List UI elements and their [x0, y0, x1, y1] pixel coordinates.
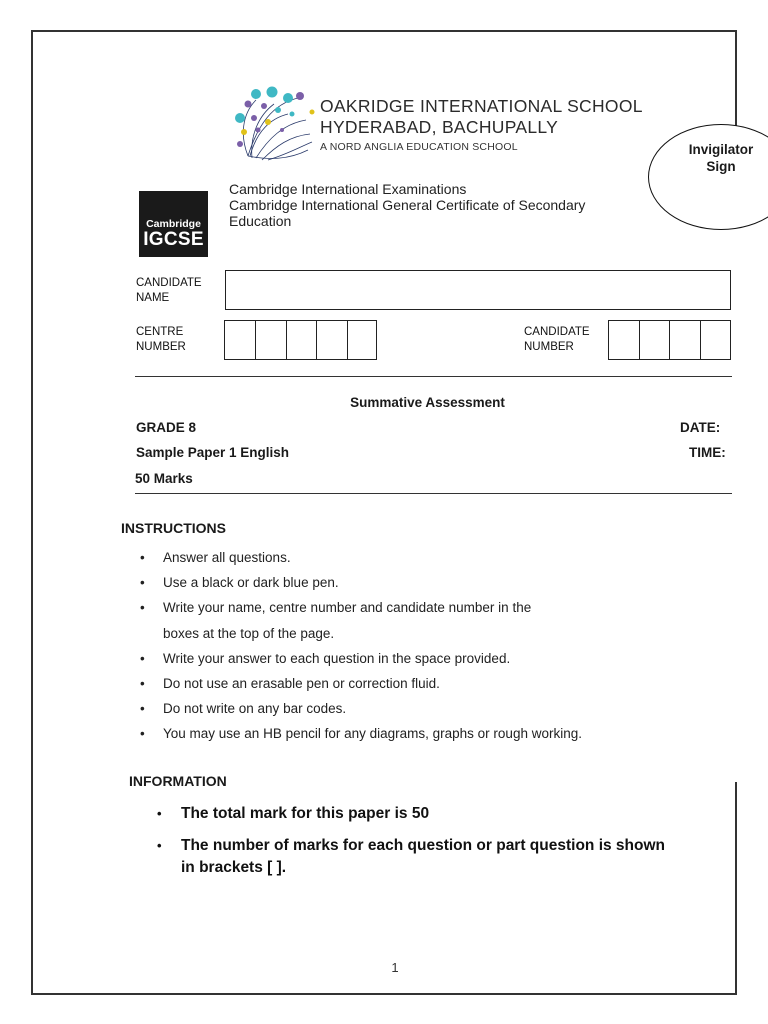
list-item	[137, 671, 582, 696]
exam-board-line2: Cambridge International General Certificate of Secondary	[229, 197, 586, 213]
invigilator-label-line1: Invigilator	[688, 142, 754, 157]
instruction-text: Write your answer to each question in the space provided.	[163, 650, 511, 666]
globe-dots-icon	[228, 84, 320, 166]
instruction-text: Do not use an erasable pen or correction fluid.	[163, 676, 440, 692]
invigilator-label-line2: Sign	[706, 159, 736, 174]
page-border-bottom	[31, 993, 737, 995]
bullet: •	[157, 838, 162, 853]
centre-number-digit[interactable]	[256, 321, 287, 359]
instructions-heading: INSTRUCTIONS	[121, 520, 226, 536]
exam-board-line3: Education	[229, 213, 292, 229]
candidate-number-label-line2: NUMBER	[524, 341, 574, 353]
bullet: •	[140, 575, 145, 591]
list-item	[137, 721, 582, 746]
page-border-left	[31, 30, 33, 995]
bullet: •	[140, 676, 145, 692]
list-item	[155, 835, 681, 879]
centre-number-digit[interactable]	[317, 321, 348, 359]
centre-number-label	[136, 325, 186, 355]
information-list	[155, 803, 681, 889]
page-border-right-lower	[735, 782, 737, 995]
school-name-block	[320, 96, 643, 153]
list-item	[137, 696, 582, 721]
list-item	[137, 545, 582, 570]
candidate-name-label	[136, 276, 202, 306]
school-tagline: A NORD ANGLIA EDUCATION SCHOOL	[320, 141, 518, 153]
candidate-number-label	[524, 325, 590, 355]
page-number: 1	[391, 960, 399, 975]
section-divider-bottom	[135, 493, 732, 494]
cambridge-igcse-logo	[139, 191, 208, 257]
instruction-text: boxes at the top of the page.	[163, 625, 335, 641]
instruction-text: Write your name, centre number and candidate number in the	[163, 600, 532, 616]
grade-label: GRADE 8	[136, 420, 197, 435]
bullet: •	[140, 701, 145, 717]
centre-number-label-line1: CENTRE	[136, 326, 184, 338]
time-label: TIME:	[689, 445, 726, 460]
centre-number-digit[interactable]	[225, 321, 256, 359]
candidate-number-boxes	[608, 320, 731, 360]
bullet: •	[157, 806, 162, 821]
information-text: The number of marks for each question or part question is shown in brackets [ ].	[181, 837, 666, 876]
instruction-text: Use a black or dark blue pen.	[163, 575, 339, 591]
school-name-line1: OAKRIDGE INTERNATIONAL SCHOOL	[320, 96, 643, 116]
cambridge-logo-line2: IGCSE	[143, 229, 204, 250]
list-item-continuation	[137, 621, 582, 646]
cambridge-logo-line1: Cambridge	[146, 218, 201, 230]
date-label: DATE:	[680, 420, 721, 435]
centre-number-boxes	[224, 320, 377, 360]
instruction-text: Answer all questions.	[163, 550, 291, 565]
assessment-title: Summative Assessment	[350, 395, 505, 410]
candidate-number-digit[interactable]	[701, 321, 730, 359]
candidate-number-digit[interactable]	[670, 321, 701, 359]
school-name-line2: HYDERABAD, BACHUPALLY	[320, 117, 559, 137]
instruction-text: Do not write on any bar codes.	[163, 701, 347, 717]
centre-number-digit[interactable]	[348, 321, 376, 359]
paper-label: Sample Paper 1 English	[136, 445, 290, 460]
page-border-top	[31, 30, 737, 32]
information-text: The total mark for this paper is 50	[181, 805, 430, 822]
centre-number-digit[interactable]	[287, 321, 317, 359]
bullet: •	[140, 550, 145, 565]
candidate-number-digit[interactable]	[609, 321, 640, 359]
bullet: •	[140, 650, 145, 666]
instruction-text: You may use an HB pencil for any diagrams, graphs or rough working.	[163, 726, 582, 742]
bullet: •	[140, 726, 145, 742]
section-divider-top	[135, 376, 732, 377]
marks-label: 50 Marks	[135, 471, 193, 486]
information-heading: INFORMATION	[129, 773, 227, 789]
candidate-number-label-line1: CANDIDATE	[524, 326, 590, 338]
candidate-name-label-line1: CANDIDATE	[136, 277, 202, 289]
list-item	[137, 595, 582, 620]
invigilator-sign-label	[648, 141, 768, 175]
list-item	[137, 646, 582, 671]
list-item	[155, 803, 681, 825]
candidate-name-field[interactable]	[225, 270, 731, 310]
exam-board-text	[229, 181, 585, 229]
exam-board-line1: Cambridge International Examinations	[229, 181, 467, 197]
list-item	[137, 570, 582, 595]
instructions-list	[137, 545, 582, 747]
bullet: •	[140, 600, 145, 616]
school-logo	[228, 84, 668, 166]
candidate-name-label-line2: NAME	[136, 292, 170, 304]
candidate-number-digit[interactable]	[640, 321, 670, 359]
centre-number-label-line2: NUMBER	[136, 341, 186, 353]
